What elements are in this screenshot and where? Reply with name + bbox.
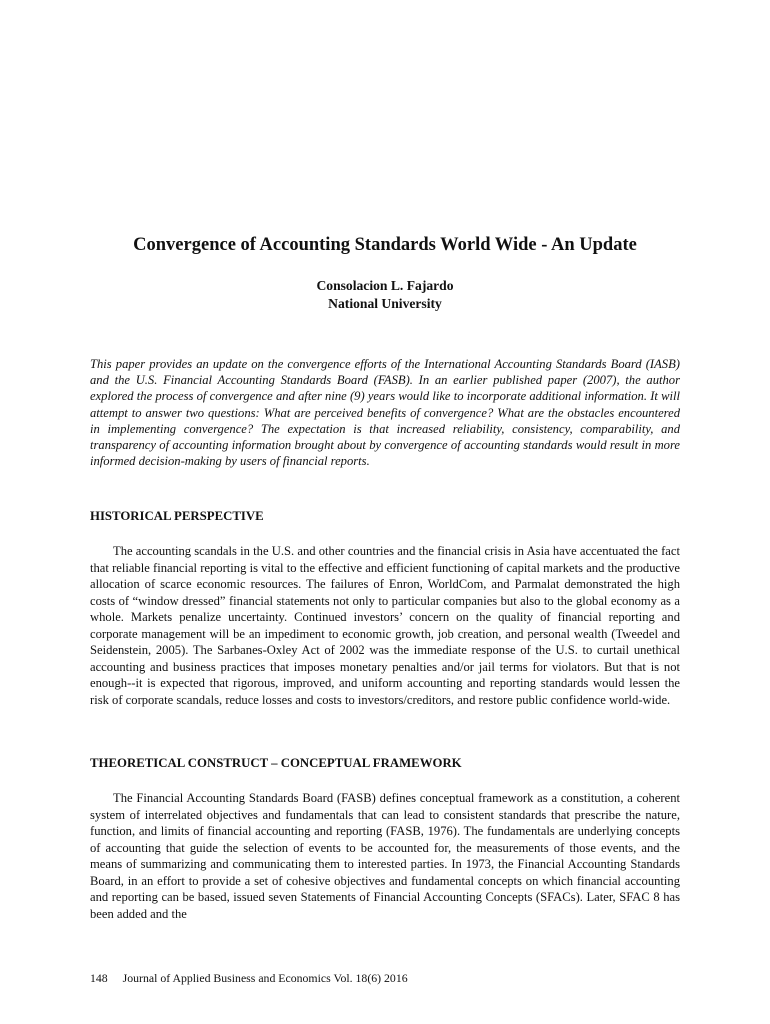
section-text-theoretical: The Financial Accounting Standards Board (FASB) defines conceptual framework as a constitution, a coherent system of interrelated objectives and fundamentals that can lead to consistent standards that prescribe the nature, function, and limits of financial accounting and reporting (FASB, 1976). The fundamentals are underlying concepts of accounting that guide the selection of events to be accounted for, the measurements of those events, and the means of summarizing and communicating them to interested parties. In 1973, the Financial Accounting Standards Board, in an effort to provide a set of cohesive objectives and fundamental concepts on which financial accounting and reporting can be based, issued seven Statements of Financial Accounting Concepts (SFACs). Later, SFAC 8 has been added and the [90,791,680,921]
section-text-historical: The accounting scandals in the U.S. and other countries and the financial crisis in Asia have accentuated the fact that reliable financial reporting is vital to the effective and efficient functioning of capital markets and the productive allocation of scarce economic resources. The failures of Enron, WorldCom, and Parmalat demonstrated the high costs of “window dressed” financial statements not only to particular companies but also to the global economy as a whole. Markets penalize uncertainty. Continued investors’ concern on the quality of financial reporting and corporate management will be an impediment to economic growth, job creation, and personal wealth (Tweedel and Seidenstein, 2005). The Sarbanes-Oxley Act of 2002 was the immediate response of the U.S. to curtail unethical accounting and business practices that imposes monetary penalties and/or jail terms for violators. But that is not enough--it is expected that rigorous, improved, and uniform accounting and reporting standards would lessen the risk of corporate scandals, reduce losses and costs to investors/creditors, and restore public confidence world-wide. [90,544,680,707]
paper-title: Convergence of Accounting Standards World Wide - An Update [133,235,637,255]
page-number: 148 [90,971,108,985]
author-block [0,277,770,313]
author-name: Consolacion L. Fajardo [316,278,454,293]
abstract: This paper provides an update on the convergence efforts of the International Accounting Standards Board (IASB) and the U.S. Financial Accounting Standards Board (FASB). In an earlier published paper (2007), the author explored the process of convergence and after nine (9) years would like to incorporate additional information. It will attempt to answer two questions: What are perceived benefits of convergence? What are the obstacles encountered in implementing convergence? The expectation is that increased reliability, consistency, comparability, and transparency of accounting information brought about by convergence of accounting standards would result in more informed decision-making by users of financial reports. [90,357,680,469]
page-footer [90,971,408,986]
section-heading-theoretical: THEORETICAL CONSTRUCT – CONCEPTUAL FRAMEWORK [90,756,462,770]
section-heading-historical: HISTORICAL PERSPECTIVE [90,509,264,523]
journal-citation: Journal of Applied Business and Economics Vol. 18(6) 2016 [122,971,408,985]
author-affiliation: National University [328,296,442,311]
